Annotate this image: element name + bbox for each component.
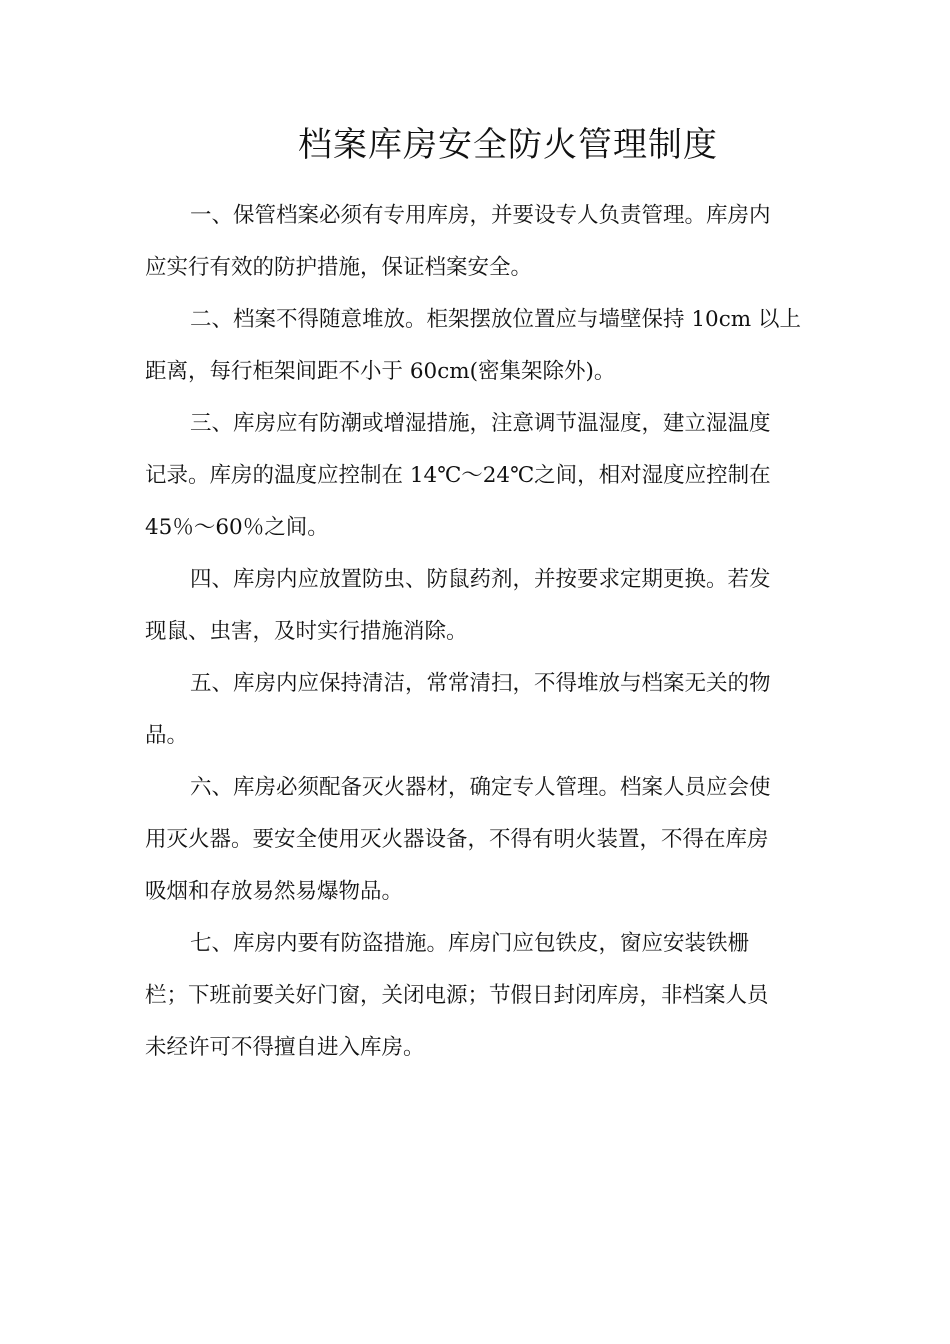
paragraph-line: 45％～60％之间。 bbox=[145, 515, 329, 540]
paragraph-5 bbox=[145, 658, 805, 762]
paragraph-2 bbox=[145, 294, 805, 398]
paragraph-line: 五、库房内应保持清洁，常常清扫，不得堆放与档案无关的物 bbox=[190, 671, 771, 696]
paragraph-4 bbox=[145, 554, 805, 658]
paragraph-line: 距离，每行柜架间距不小于 60cm(密集架除外)。 bbox=[145, 359, 616, 384]
paragraph-line: 品。 bbox=[145, 723, 189, 748]
document-body bbox=[145, 190, 805, 1074]
paragraph-line: 一、保管档案必须有专用库房，并要设专人负责管理。库房内 bbox=[190, 203, 771, 228]
paragraph-line: 六、库房必须配备灭火器材，确定专人管理。档案人员应会使 bbox=[190, 775, 771, 800]
paragraph-7 bbox=[145, 918, 805, 1074]
paragraph-line: 现鼠、虫害，及时实行措施消除。 bbox=[145, 619, 468, 644]
paragraph-line: 栏；下班前要关好门窗，关闭电源；节假日封闭库房，非档案人员 bbox=[145, 983, 769, 1008]
paragraph-line: 四、库房内应放置防虫、防鼠药剂，并按要求定期更换。若发 bbox=[190, 567, 771, 592]
paragraph-line: 吸烟和存放易然易爆物品。 bbox=[145, 879, 404, 904]
paragraph-line: 未经许可不得擅自进入库房。 bbox=[145, 1035, 425, 1060]
paragraph-line: 七、库房内要有防盗措施。库房门应包铁皮，窗应安装铁栅 bbox=[190, 931, 750, 956]
paragraph-line: 三、库房应有防潮或增湿措施，注意调节温湿度，建立湿温度 bbox=[190, 411, 771, 436]
paragraph-line: 应实行有效的防护措施，保证档案安全。 bbox=[145, 255, 533, 280]
paragraph-line: 二、档案不得随意堆放。柜架摆放位置应与墙壁保持 10cm 以上 bbox=[190, 307, 801, 332]
paragraph-line: 用灭火器。要安全使用灭火器设备，不得有明火装置，不得在库房 bbox=[145, 827, 769, 852]
paragraph-line: 记录。库房的温度应控制在 14℃～24℃之间，相对湿度应控制在 bbox=[145, 463, 771, 488]
paragraph-1 bbox=[145, 190, 805, 294]
document-title: 档案库房安全防火管理制度 bbox=[298, 125, 718, 165]
paragraph-6 bbox=[145, 762, 805, 918]
paragraph-3 bbox=[145, 398, 805, 554]
